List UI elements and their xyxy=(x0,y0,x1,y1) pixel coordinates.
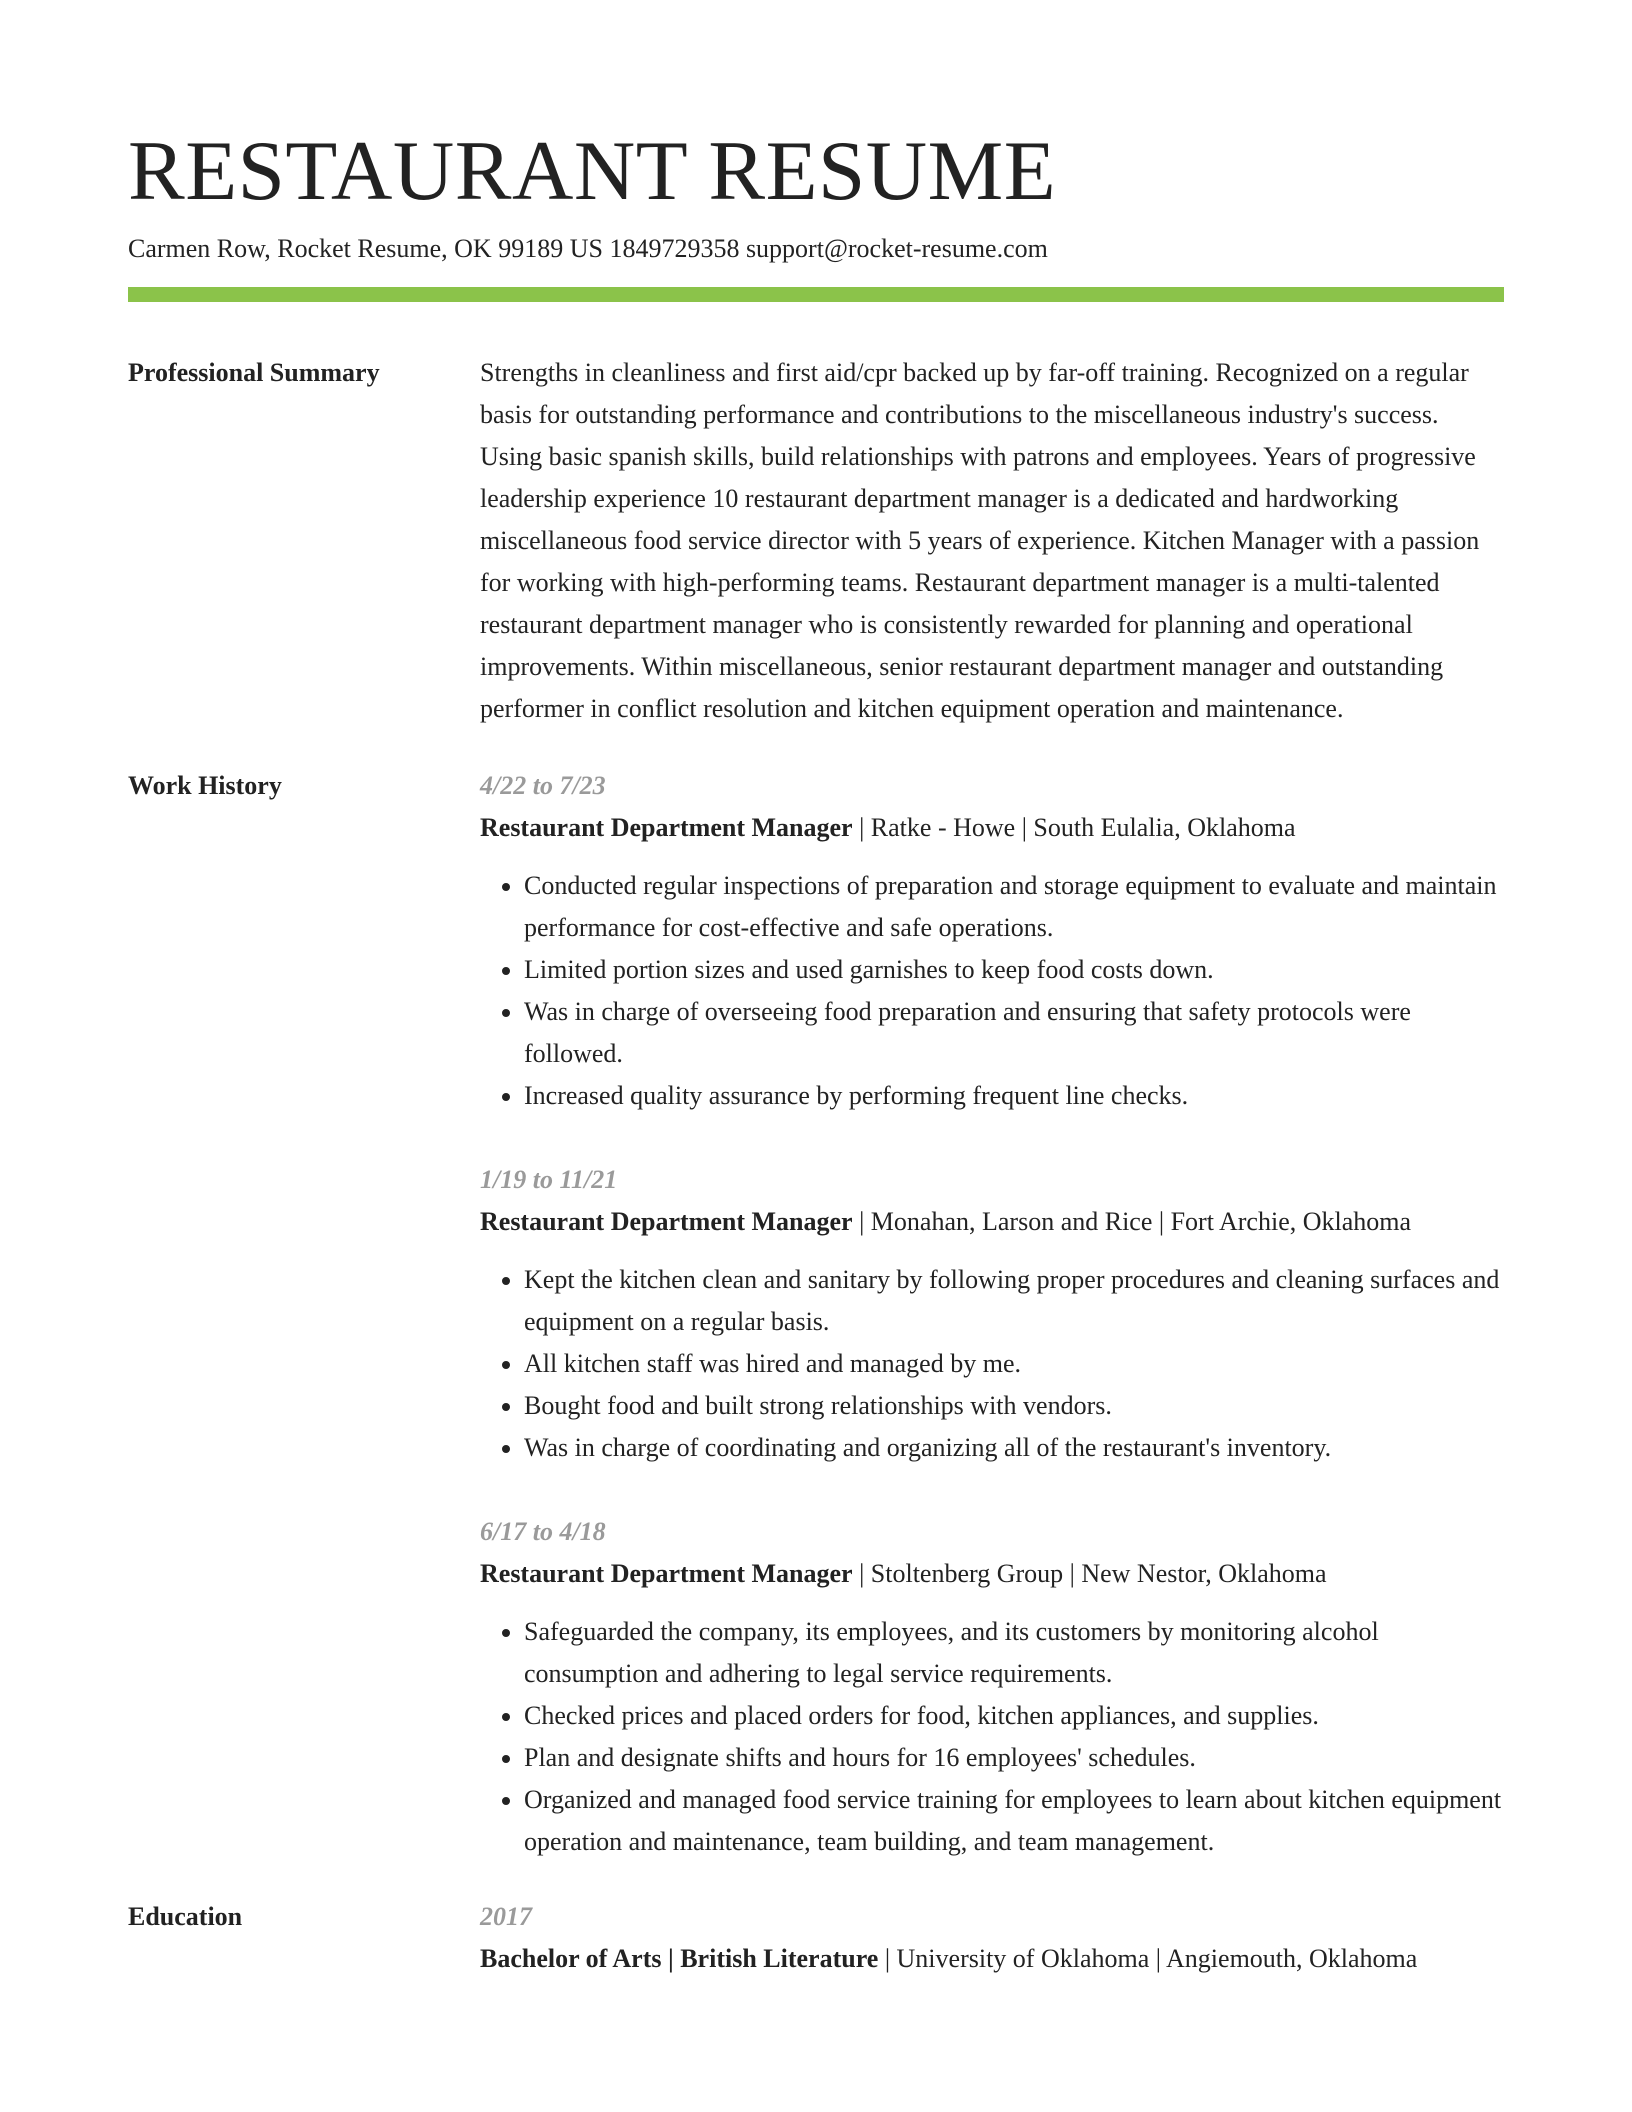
job-details: | Stoltenberg Group | New Nestor, Oklahoma xyxy=(852,1559,1327,1588)
job-role-line xyxy=(480,807,1504,849)
education-degree-line xyxy=(480,1938,1504,1980)
job-title: Restaurant Department Manager xyxy=(480,1207,853,1236)
list-item: • Kept the kitchen clean and sanitary by following proper procedures and cleaning surfaces and equipment on a regular basis. xyxy=(524,1259,1504,1343)
list-item: • Organized and managed food service training for employees to learn about kitchen equipment operation and maintenance, team building, and team management. xyxy=(524,1779,1504,1863)
job-role-line xyxy=(480,1553,1504,1595)
list-item: • Safeguarded the company, its employees, and its customers by monitoring alcohol consumption and adhering to legal service requirements. xyxy=(524,1611,1504,1695)
contact-address: Carmen Row, Rocket Resume, OK 99189 US xyxy=(128,234,603,263)
contact-line xyxy=(128,233,1504,265)
list-item: • Limited portion sizes and used garnishes to keep food costs down. xyxy=(524,949,1504,991)
professional-summary-section xyxy=(128,352,1504,730)
job-title: Restaurant Department Manager xyxy=(480,813,853,842)
work-history-section xyxy=(128,765,1504,1863)
education-section xyxy=(128,1896,1504,1980)
job-details: | Monahan, Larson and Rice | Fort Archie, Oklahoma xyxy=(852,1207,1412,1236)
list-item: • Conducted regular inspections of preparation and storage equipment to evaluate and maintain performance for cost-effective and safe operations. xyxy=(524,865,1504,949)
resume-page xyxy=(128,0,1504,1980)
list-item: • Was in charge of overseeing food preparation and ensuring that safety protocols were followed. xyxy=(524,991,1504,1075)
job-duties-list xyxy=(480,1259,1504,1469)
job-duties-list xyxy=(480,865,1504,1117)
degree-title: Bachelor of Arts | British Literature xyxy=(480,1944,879,1973)
work-history-body xyxy=(480,765,1504,1863)
job-dates: 6/17 to 4/18 xyxy=(480,1517,606,1546)
list-item: • Checked prices and placed orders for food, kitchen appliances, and supplies. xyxy=(524,1695,1504,1737)
job-details: | Ratke - Howe | South Eulalia, Oklahoma xyxy=(852,813,1296,842)
job-entry xyxy=(480,765,1504,1117)
list-item: • Increased quality assurance by performing frequent line checks. xyxy=(524,1075,1504,1117)
education-body xyxy=(480,1896,1504,1980)
accent-divider xyxy=(128,287,1504,302)
education-year: 2017 xyxy=(480,1902,532,1931)
list-item: • Was in charge of coordinating and organizing all of the restaurant's inventory. xyxy=(524,1427,1504,1469)
list-item: • Plan and designate shifts and hours for 16 employees' schedules. xyxy=(524,1737,1504,1779)
job-entry xyxy=(480,1511,1504,1863)
contact-email[interactable]: support@rocket-resume.com xyxy=(745,234,1048,263)
job-entry xyxy=(480,1159,1504,1469)
list-item: • All kitchen staff was hired and managed by me. xyxy=(524,1343,1504,1385)
section-heading-summary: Professional Summary xyxy=(128,358,380,387)
job-duties-list xyxy=(480,1611,1504,1863)
resume-title: RESTAURANT RESUME xyxy=(128,124,1057,218)
summary-text: Strengths in cleanliness and first aid/cpr backed up by far-off training. Recognized on a regular basis for outstanding performance and contributions to the miscellaneous industry's success. Using basic spanish skills, build relationships with patrons and employees. Years of progressive leadership experience 10 restaurant department manager is a dedicated and hardworking miscellaneous food service director with 5 years of experience. Kitchen Manager with a passion for working with high-performing teams. Restaurant department manager is a multi-talented restaurant department manager who is consistently rewarded for planning and operational improvements. Within miscellaneous, senior restaurant department manager and outstanding performer in conflict resolution and kitchen equipment operation and maintenance. xyxy=(480,358,1480,723)
list-item: • Bought food and built strong relationships with vendors. xyxy=(524,1385,1504,1427)
contact-phone: 1849729358 xyxy=(609,234,740,263)
job-role-line xyxy=(480,1201,1504,1243)
job-title: Restaurant Department Manager xyxy=(480,1559,853,1588)
job-dates: 4/22 to 7/23 xyxy=(480,771,606,800)
section-heading-work: Work History xyxy=(128,771,282,800)
education-details: | University of Oklahoma | Angiemouth, Oklahoma xyxy=(878,1944,1418,1973)
summary-body xyxy=(480,352,1504,730)
section-heading-education: Education xyxy=(128,1902,243,1931)
job-dates: 1/19 to 11/21 xyxy=(480,1165,618,1194)
